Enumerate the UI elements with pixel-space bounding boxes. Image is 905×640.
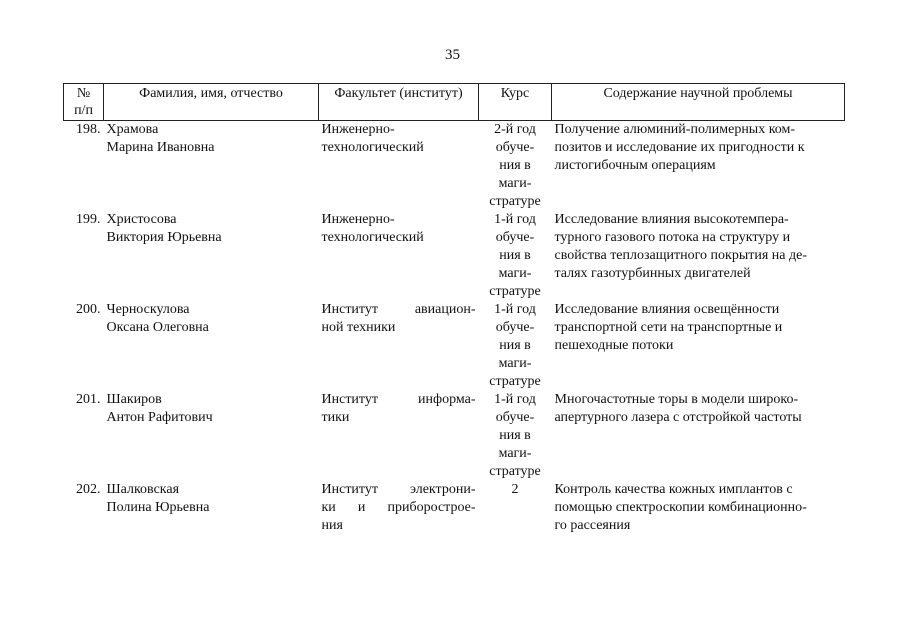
name-line: Шакиров [106,392,162,407]
research-topic-cell [552,121,845,212]
table-row [64,121,845,212]
table-header-row [64,84,845,121]
faculty-cell [319,211,479,301]
name-line: Полина Юрьевна [106,500,210,515]
course-line: ния в [499,248,531,263]
name-line: Черноскулова [106,302,190,317]
name-line: Шалковская [106,482,180,497]
name-line: Марина Ивановна [106,140,215,155]
row-number: 199. [76,212,101,227]
faculty-cell [319,391,479,481]
course-cell [479,391,552,481]
topic-line: листогибочным операциям [554,158,716,173]
student-name [104,121,319,212]
header-number: № п/п [64,84,104,121]
header-topic: Содержание научной проблемы [552,84,845,121]
faculty-cell [319,121,479,212]
topic-line: помощью спектроскопии комбинационно- [554,500,807,515]
name-line: Оксана Олеговна [106,320,209,335]
faculty-line: Инженерно- [321,212,395,227]
course-line: обуче- [495,320,535,335]
topic-line: свойства теплозащитного покрытия на де- [554,248,807,263]
course-line: ния в [499,428,531,443]
student-name [104,301,319,391]
header-course: Курс [479,84,552,121]
course-line: ния в [499,158,531,173]
topic-line: Получение алюминий-полимерных ком- [554,122,796,137]
course-cell [479,481,552,535]
course-line: 2 [511,482,519,497]
faculty-line: ной техники [321,320,396,335]
course-cell [479,211,552,301]
row-number: 200. [76,302,101,317]
header-name: Фамилия, имя, отчество [104,84,319,121]
topic-line: транспортной сети на транспортные и [554,320,783,335]
course-line: обуче- [495,410,535,425]
course-line: обуче- [495,230,535,245]
course-cell [479,121,552,212]
topic-line: талях газотурбинных двигателей [554,266,751,281]
research-topic-cell [552,301,845,391]
course-line: стратуре [489,194,541,209]
student-name [104,211,319,301]
page-number: 35 [445,47,460,63]
table-row [64,391,845,481]
faculty-line: технологический [321,140,424,155]
course-line: стратуре [489,374,541,389]
faculty-line: ки и приборострое- [321,500,476,515]
topic-line: Контроль качества кожных имплантов с [554,482,793,497]
student-name [104,391,319,481]
course-line: 1-й год [494,392,536,407]
name-line: Храмова [106,122,159,137]
student-list-table [63,83,845,535]
course-line: обуче- [495,140,535,155]
header-faculty: Факультет (институт) [319,84,479,121]
table-row [64,301,845,391]
table-row [64,211,845,301]
faculty-line: Инженерно- [321,122,395,137]
topic-line: пешеходные потоки [554,338,674,353]
research-topic-cell [552,391,845,481]
topic-line: Исследование влияния высокотемпера- [554,212,789,227]
topic-line: турного газового потока на структуру и [554,230,791,245]
course-line: 1-й год [494,302,536,317]
course-line: маги- [498,266,532,281]
research-topic-cell [552,481,845,535]
faculty-line: технологический [321,230,424,245]
topic-line: го рассеяния [554,518,631,533]
faculty-cell [319,301,479,391]
topic-line: позитов и исследование их пригодности к [554,140,805,155]
course-line: стратуре [489,464,541,479]
course-line: маги- [498,176,532,191]
course-line: маги- [498,356,532,371]
course-line: стратуре [489,284,541,299]
topic-line: Многочастотные торы в модели широко- [554,392,799,407]
row-number: 198. [76,122,101,137]
topic-line: Исследование влияния освещённости [554,302,780,317]
name-line: Антон Рафитович [106,410,213,425]
course-line: ния в [499,338,531,353]
row-number: 202. [76,482,101,497]
faculty-line: Институт электрони- [321,482,476,497]
faculty-line: Институт авиацион- [321,302,476,317]
row-number: 201. [76,392,101,407]
topic-line: апертурного лазера с отстройкой частоты [554,410,802,425]
faculty-cell [319,481,479,535]
faculty-line: тики [321,410,350,425]
name-line: Христосова [106,212,177,227]
table-row [64,481,845,535]
student-name [104,481,319,535]
faculty-line: Институт информа- [321,392,476,407]
course-line: 1-й год [494,212,536,227]
course-cell [479,301,552,391]
course-line: 2-й год [494,122,536,137]
name-line: Виктория Юрьевна [106,230,222,245]
course-line: маги- [498,446,532,461]
research-topic-cell [552,211,845,301]
faculty-line: ния [321,518,343,533]
